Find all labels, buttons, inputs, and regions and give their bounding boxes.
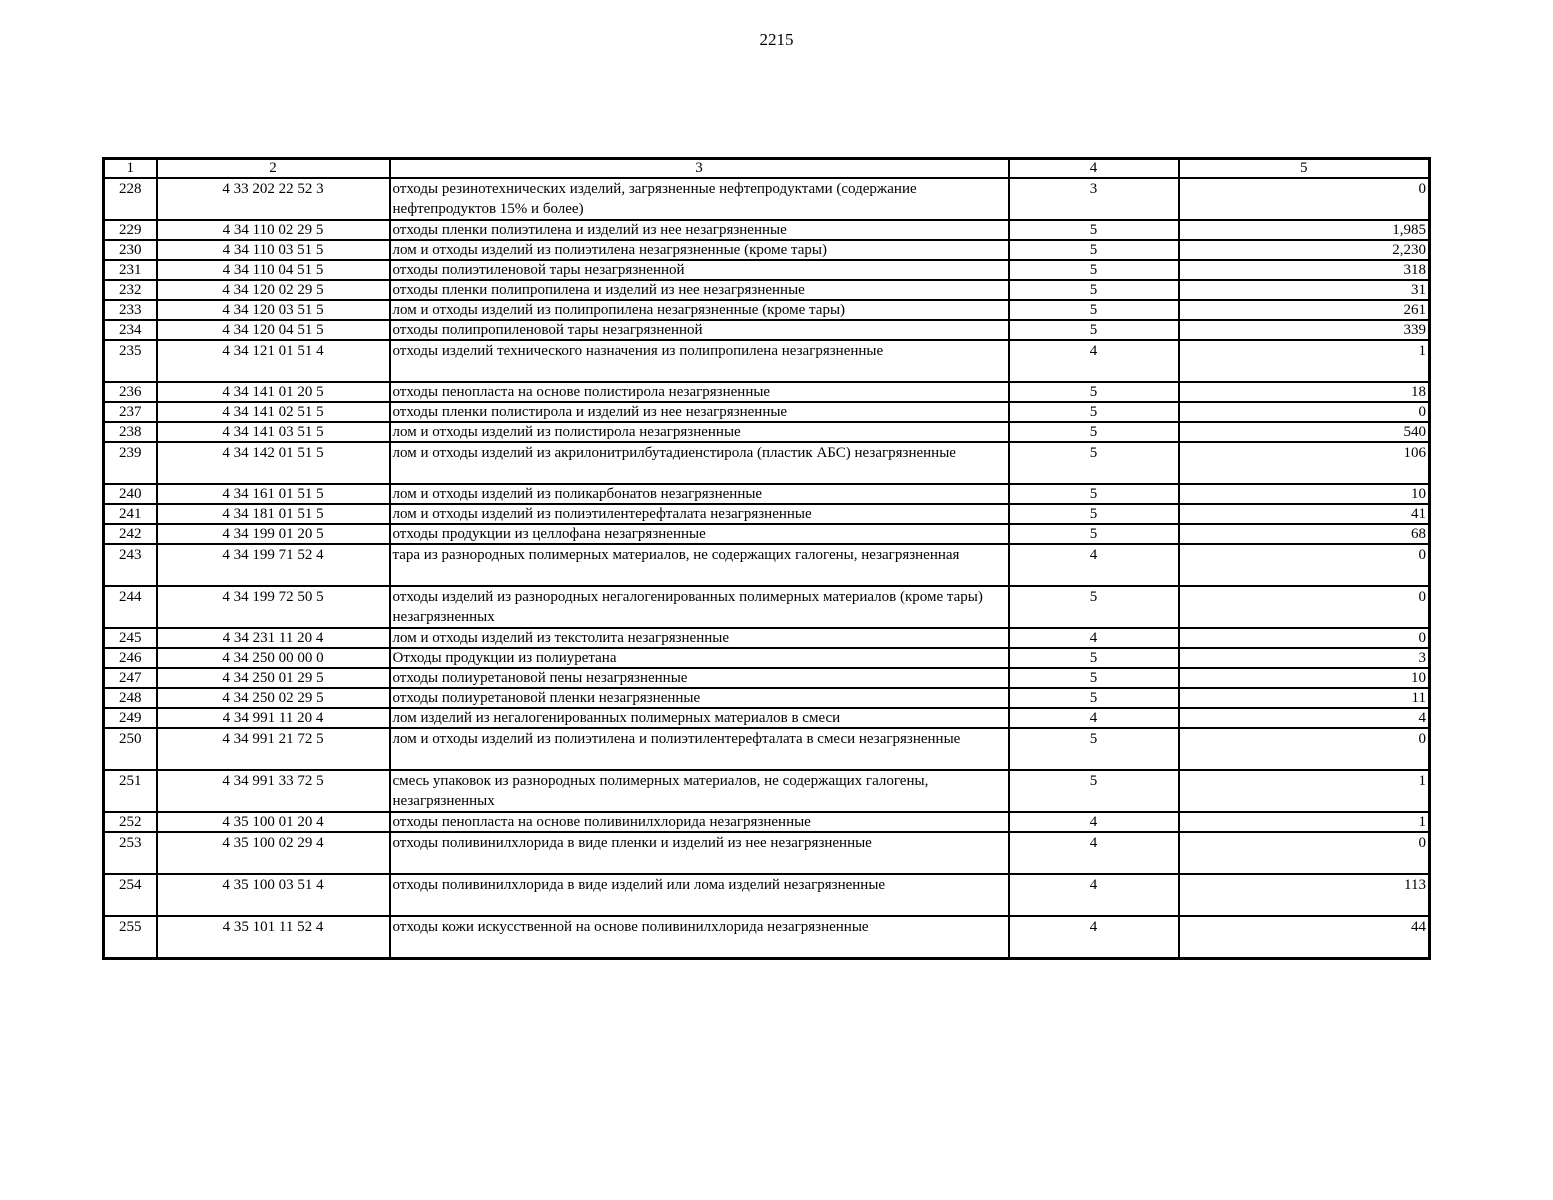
header-cell-5: 5 [1179,159,1430,179]
waste-code-cell: 4 34 199 71 52 4 [157,544,390,586]
amount-cell: 18 [1179,382,1430,402]
waste-name-cell: лом изделий из негалогенированных полимерных материалов в смеси [390,708,1009,728]
waste-code-cell: 4 34 231 11 20 4 [157,628,390,648]
row-number-cell: 236 [104,382,157,402]
hazard-class-cell: 4 [1009,832,1179,874]
hazard-class-cell: 5 [1009,280,1179,300]
hazard-class-cell: 5 [1009,484,1179,504]
hazard-class-cell: 4 [1009,812,1179,832]
row-number-cell: 253 [104,832,157,874]
waste-name-cell: отходы пленки полипропилена и изделий из нее незагрязненные [390,280,1009,300]
table-row [104,240,1430,260]
waste-name-cell: лом и отходы изделий из полиэтилентерефталата незагрязненные [390,504,1009,524]
waste-name-cell: тара из разнородных полимерных материалов, не содержащих галогены, незагрязненная [390,544,1009,586]
row-number-cell: 249 [104,708,157,728]
waste-code-cell: 4 34 120 04 51 5 [157,320,390,340]
hazard-class-cell: 4 [1009,628,1179,648]
row-number-cell: 248 [104,688,157,708]
waste-name-cell: лом и отходы изделий из текстолита незагрязненные [390,628,1009,648]
waste-code-cell: 4 33 202 22 52 3 [157,178,390,220]
table-row [104,504,1430,524]
amount-cell: 31 [1179,280,1430,300]
hazard-class-cell: 5 [1009,586,1179,628]
waste-name-cell: отходы изделий технического назначения из полипропилена незагрязненные [390,340,1009,382]
waste-name-cell: отходы кожи искусственной на основе поливинилхлорида незагрязненные [390,916,1009,959]
row-number-cell: 243 [104,544,157,586]
hazard-class-cell: 5 [1009,648,1179,668]
hazard-class-cell: 5 [1009,770,1179,812]
amount-cell: 261 [1179,300,1430,320]
table-row [104,422,1430,442]
waste-code-cell: 4 34 120 03 51 5 [157,300,390,320]
amount-cell: 339 [1179,320,1430,340]
hazard-class-cell: 5 [1009,422,1179,442]
header-cell-1: 1 [104,159,157,179]
waste-name-cell: отходы пенопласта на основе поливинилхлорида незагрязненные [390,812,1009,832]
waste-code-cell: 4 34 141 03 51 5 [157,422,390,442]
table-row [104,320,1430,340]
waste-name-cell: отходы продукции из целлофана незагрязненные [390,524,1009,544]
amount-cell: 0 [1179,544,1430,586]
row-number-cell: 233 [104,300,157,320]
amount-cell: 0 [1179,402,1430,422]
row-number-cell: 235 [104,340,157,382]
waste-name-cell: Отходы продукции из полиуретана [390,648,1009,668]
hazard-class-cell: 5 [1009,240,1179,260]
row-number-cell: 251 [104,770,157,812]
amount-cell: 44 [1179,916,1430,959]
row-number-cell: 255 [104,916,157,959]
waste-name-cell: смесь упаковок из разнородных полимерных материалов, не содержащих галогены, незагрязненных [390,770,1009,812]
hazard-class-cell: 5 [1009,320,1179,340]
waste-code-cell: 4 34 110 04 51 5 [157,260,390,280]
waste-table [102,157,1431,960]
table-row [104,484,1430,504]
waste-code-cell: 4 34 110 02 29 5 [157,220,390,240]
amount-cell: 1 [1179,812,1430,832]
amount-cell: 1,985 [1179,220,1430,240]
hazard-class-cell: 4 [1009,916,1179,959]
table-row [104,628,1430,648]
amount-cell: 0 [1179,628,1430,648]
hazard-class-cell: 5 [1009,220,1179,240]
amount-cell: 113 [1179,874,1430,916]
hazard-class-cell: 4 [1009,708,1179,728]
table-row [104,178,1430,220]
table-row [104,220,1430,240]
waste-name-cell: отходы полиуретановой пленки незагрязненные [390,688,1009,708]
hazard-class-cell: 5 [1009,442,1179,484]
row-number-cell: 242 [104,524,157,544]
waste-code-cell: 4 34 991 11 20 4 [157,708,390,728]
amount-cell: 318 [1179,260,1430,280]
hazard-class-cell: 5 [1009,688,1179,708]
hazard-class-cell: 3 [1009,178,1179,220]
row-number-cell: 254 [104,874,157,916]
amount-cell: 0 [1179,832,1430,874]
table-row [104,586,1430,628]
table-row [104,524,1430,544]
row-number-cell: 246 [104,648,157,668]
table-row [104,708,1430,728]
hazard-class-cell: 5 [1009,668,1179,688]
waste-code-cell: 4 34 991 33 72 5 [157,770,390,812]
amount-cell: 10 [1179,484,1430,504]
row-number-cell: 237 [104,402,157,422]
waste-name-cell: лом и отходы изделий из акрилонитрилбутадиенстирола (пластик АБС) незагрязненные [390,442,1009,484]
waste-code-cell: 4 34 199 01 20 5 [157,524,390,544]
row-number-cell: 250 [104,728,157,770]
hazard-class-cell: 4 [1009,874,1179,916]
row-number-cell: 241 [104,504,157,524]
table-row [104,340,1430,382]
amount-cell: 540 [1179,422,1430,442]
row-number-cell: 252 [104,812,157,832]
waste-name-cell: отходы полиэтиленовой тары незагрязненной [390,260,1009,280]
hazard-class-cell: 5 [1009,728,1179,770]
waste-name-cell: лом и отходы изделий из поликарбонатов незагрязненные [390,484,1009,504]
row-number-cell: 234 [104,320,157,340]
table-row [104,280,1430,300]
waste-name-cell: лом и отходы изделий из полистирола незагрязненные [390,422,1009,442]
waste-code-cell: 4 34 250 01 29 5 [157,668,390,688]
table-row [104,832,1430,874]
row-number-cell: 247 [104,668,157,688]
waste-name-cell: отходы пленки полистирола и изделий из нее незагрязненные [390,402,1009,422]
waste-name-cell: лом и отходы изделий из полиэтилена незагрязненные (кроме тары) [390,240,1009,260]
waste-name-cell: отходы поливинилхлорида в виде пленки и изделий из нее незагрязненные [390,832,1009,874]
table-row [104,812,1430,832]
waste-code-cell: 4 35 100 02 29 4 [157,832,390,874]
table-row [104,648,1430,668]
table-body [104,159,1430,959]
row-number-cell: 232 [104,280,157,300]
hazard-class-cell: 5 [1009,300,1179,320]
table-row [104,260,1430,280]
waste-code-cell: 4 34 121 01 51 4 [157,340,390,382]
header-cell-2: 2 [157,159,390,179]
amount-cell: 11 [1179,688,1430,708]
row-number-cell: 244 [104,586,157,628]
waste-name-cell: лом и отходы изделий из полиэтилена и полиэтилентерефталата в смеси незагрязненные [390,728,1009,770]
waste-code-cell: 4 34 141 01 20 5 [157,382,390,402]
table-row [104,668,1430,688]
table-row [104,382,1430,402]
table-row [104,916,1430,959]
hazard-class-cell: 5 [1009,402,1179,422]
waste-name-cell: отходы изделий из разнородных негалогенированных полимерных материалов (кроме тары) незагрязненных [390,586,1009,628]
row-number-cell: 229 [104,220,157,240]
waste-name-cell: отходы пленки полиэтилена и изделий из нее незагрязненные [390,220,1009,240]
waste-code-cell: 4 34 199 72 50 5 [157,586,390,628]
table-row [104,688,1430,708]
amount-cell: 0 [1179,178,1430,220]
amount-cell: 68 [1179,524,1430,544]
row-number-cell: 240 [104,484,157,504]
header-cell-4: 4 [1009,159,1179,179]
waste-code-cell: 4 34 110 03 51 5 [157,240,390,260]
amount-cell: 2,230 [1179,240,1430,260]
page-number: 2215 [759,30,794,49]
row-number-cell: 239 [104,442,157,484]
header-row [104,159,1430,179]
row-number-cell: 245 [104,628,157,648]
waste-name-cell: отходы поливинилхлорида в виде изделий или лома изделий незагрязненные [390,874,1009,916]
amount-cell: 10 [1179,668,1430,688]
table-row [104,300,1430,320]
row-number-cell: 230 [104,240,157,260]
waste-name-cell: отходы полиуретановой пены незагрязненные [390,668,1009,688]
amount-cell: 1 [1179,340,1430,382]
amount-cell: 0 [1179,586,1430,628]
waste-code-cell: 4 35 100 01 20 4 [157,812,390,832]
hazard-class-cell: 5 [1009,260,1179,280]
row-number-cell: 231 [104,260,157,280]
waste-code-cell: 4 34 120 02 29 5 [157,280,390,300]
waste-code-cell: 4 34 141 02 51 5 [157,402,390,422]
table-row [104,770,1430,812]
row-number-cell: 228 [104,178,157,220]
hazard-class-cell: 5 [1009,504,1179,524]
table-row [104,442,1430,484]
hazard-class-cell: 5 [1009,382,1179,402]
waste-name-cell: отходы полипропиленовой тары незагрязненной [390,320,1009,340]
waste-name-cell: лом и отходы изделий из полипропилена незагрязненные (кроме тары) [390,300,1009,320]
amount-cell: 0 [1179,728,1430,770]
waste-code-cell: 4 35 101 11 52 4 [157,916,390,959]
waste-code-cell: 4 34 142 01 51 5 [157,442,390,484]
waste-code-cell: 4 34 161 01 51 5 [157,484,390,504]
waste-code-cell: 4 35 100 03 51 4 [157,874,390,916]
hazard-class-cell: 4 [1009,340,1179,382]
waste-code-cell: 4 34 991 21 72 5 [157,728,390,770]
table-row [104,402,1430,422]
hazard-class-cell: 4 [1009,544,1179,586]
waste-code-cell: 4 34 250 00 00 0 [157,648,390,668]
table-row [104,728,1430,770]
hazard-class-cell: 5 [1009,524,1179,544]
waste-name-cell: отходы пенопласта на основе полистирола незагрязненные [390,382,1009,402]
header-cell-3: 3 [390,159,1009,179]
amount-cell: 41 [1179,504,1430,524]
row-number-cell: 238 [104,422,157,442]
table-row [104,544,1430,586]
amount-cell: 106 [1179,442,1430,484]
waste-code-cell: 4 34 181 01 51 5 [157,504,390,524]
waste-name-cell: отходы резинотехнических изделий, загрязненные нефтепродуктами (содержание нефтепродуктов 15% и более) [390,178,1009,220]
amount-cell: 1 [1179,770,1430,812]
amount-cell: 4 [1179,708,1430,728]
waste-code-cell: 4 34 250 02 29 5 [157,688,390,708]
amount-cell: 3 [1179,648,1430,668]
table-row [104,874,1430,916]
